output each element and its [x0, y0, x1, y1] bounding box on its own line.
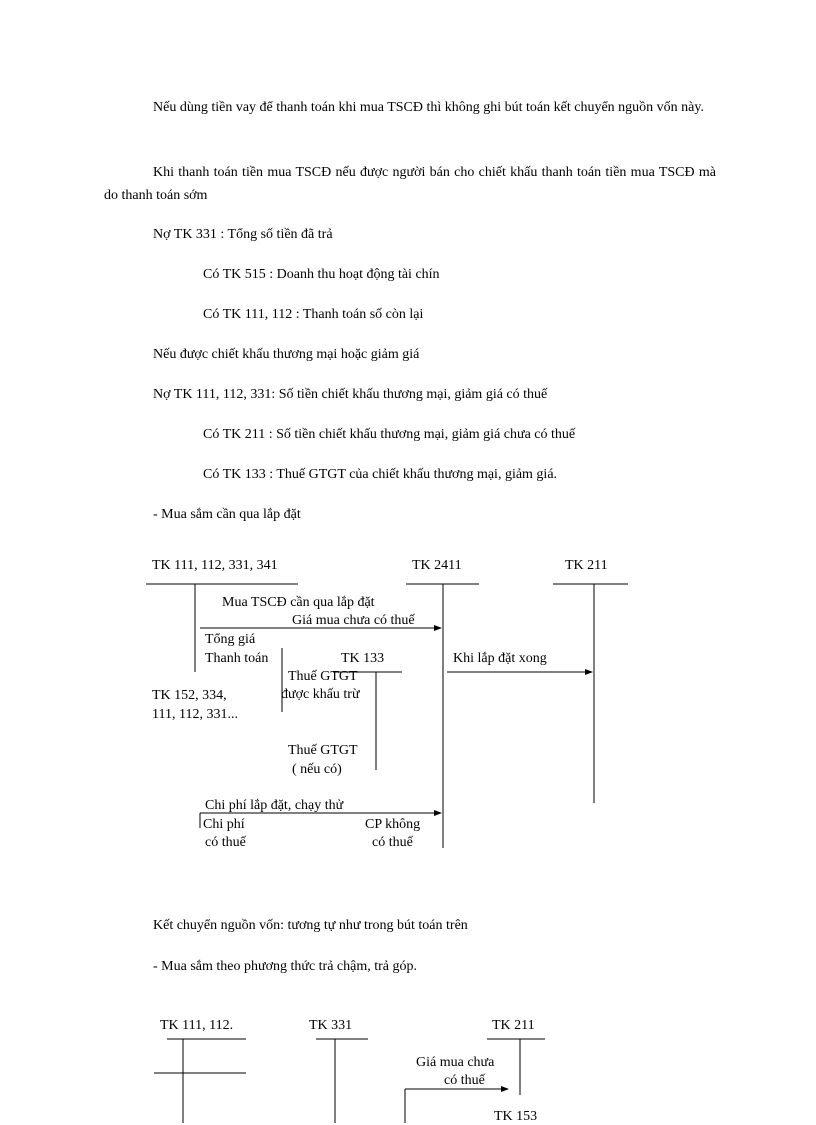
account-tk153: TK 153	[494, 1109, 538, 1124]
label-tk152-334: TK 152, 334,	[152, 688, 227, 703]
label-vat-1: Thuế GTGT	[288, 669, 358, 684]
account-tk211: TK 211	[565, 558, 608, 573]
account-tk2411: TK 2411	[412, 558, 462, 573]
paragraph-discount: Khi thanh toán tiền mua TSCĐ nếu được người bán cho chiết khấu thanh toán tiền mua TSCĐ mà do thanh toán sớm	[104, 165, 716, 203]
heading-installation-purchase: - Mua sắm cần qua lắp đặt	[153, 507, 301, 522]
label-vat-2: Thuế GTGT	[288, 743, 358, 758]
entry-debit-331: Nợ TK 331 : Tổng số tiền đã trả	[153, 227, 333, 242]
entry-credit-133: Có TK 133 : Thuế GTGT của chiết khấu thương mại, giảm giá.	[203, 467, 558, 482]
label-cost-no: CP không	[365, 817, 421, 832]
account-tk111-112-331-341: TK 111, 112, 331, 341	[152, 558, 278, 573]
label-tk111-112-331: 111, 112, 331...	[152, 707, 238, 722]
text-capital-transfer: Kết chuyển nguồn vốn: tương tự như trong bút toán trên	[153, 918, 468, 933]
label-purchase-installation: Mua TSCĐ cần qua lắp đặt	[222, 595, 375, 610]
paragraph-loan: Nếu dùng tiền vay để thanh toán khi mua TSCĐ thì không ghi bút toán kết chuyển nguồn vốn này.	[153, 100, 704, 115]
heading-installment-purchase: - Mua sắm theo phương thức trả chậm, trả góp.	[153, 959, 418, 974]
label-payment: Thanh toán	[205, 651, 269, 666]
entry-credit-515: Có TK 515 : Doanh thu hoạt động tài chín	[203, 267, 440, 282]
label-cost: Chi phí	[203, 817, 245, 832]
label-price-excl-tax: Giá mua chưa có thuế	[292, 613, 415, 628]
label-with-tax-2: có thuế	[372, 835, 413, 850]
account-tk111-112: TK 111, 112.	[160, 1018, 234, 1033]
account-tk211-2: TK 211	[492, 1018, 535, 1033]
label-installation-cost: Chi phí lắp đặt, chạy thử	[205, 798, 344, 813]
label-deductible: được khấu trừ	[281, 687, 360, 702]
label-price-excl-2: có thuế	[444, 1073, 485, 1088]
entry-credit-211: Có TK 211 : Số tiền chiết khấu thương mại, giảm giá chưa có thuế	[203, 427, 576, 442]
label-with-tax-1: có thuế	[205, 835, 246, 850]
label-price-excl-1: Giá mua chưa	[416, 1055, 495, 1070]
account-tk133: TK 133	[341, 651, 385, 666]
label-if-any: ( nếu có)	[292, 762, 342, 777]
text-trade-discount: Nếu được chiết khấu thương mại hoặc giảm giá	[153, 347, 420, 362]
label-total-price: Tổng giá	[205, 632, 256, 647]
label-installation-done: Khi lắp đặt xong	[453, 651, 547, 666]
entry-credit-111-112: Có TK 111, 112 : Thanh toán số còn lại	[203, 307, 424, 322]
entry-debit-111-112-331: Nợ TK 111, 112, 331: Số tiền chiết khấu thương mại, giảm giá có thuế	[153, 387, 548, 402]
account-tk331: TK 331	[309, 1018, 353, 1033]
